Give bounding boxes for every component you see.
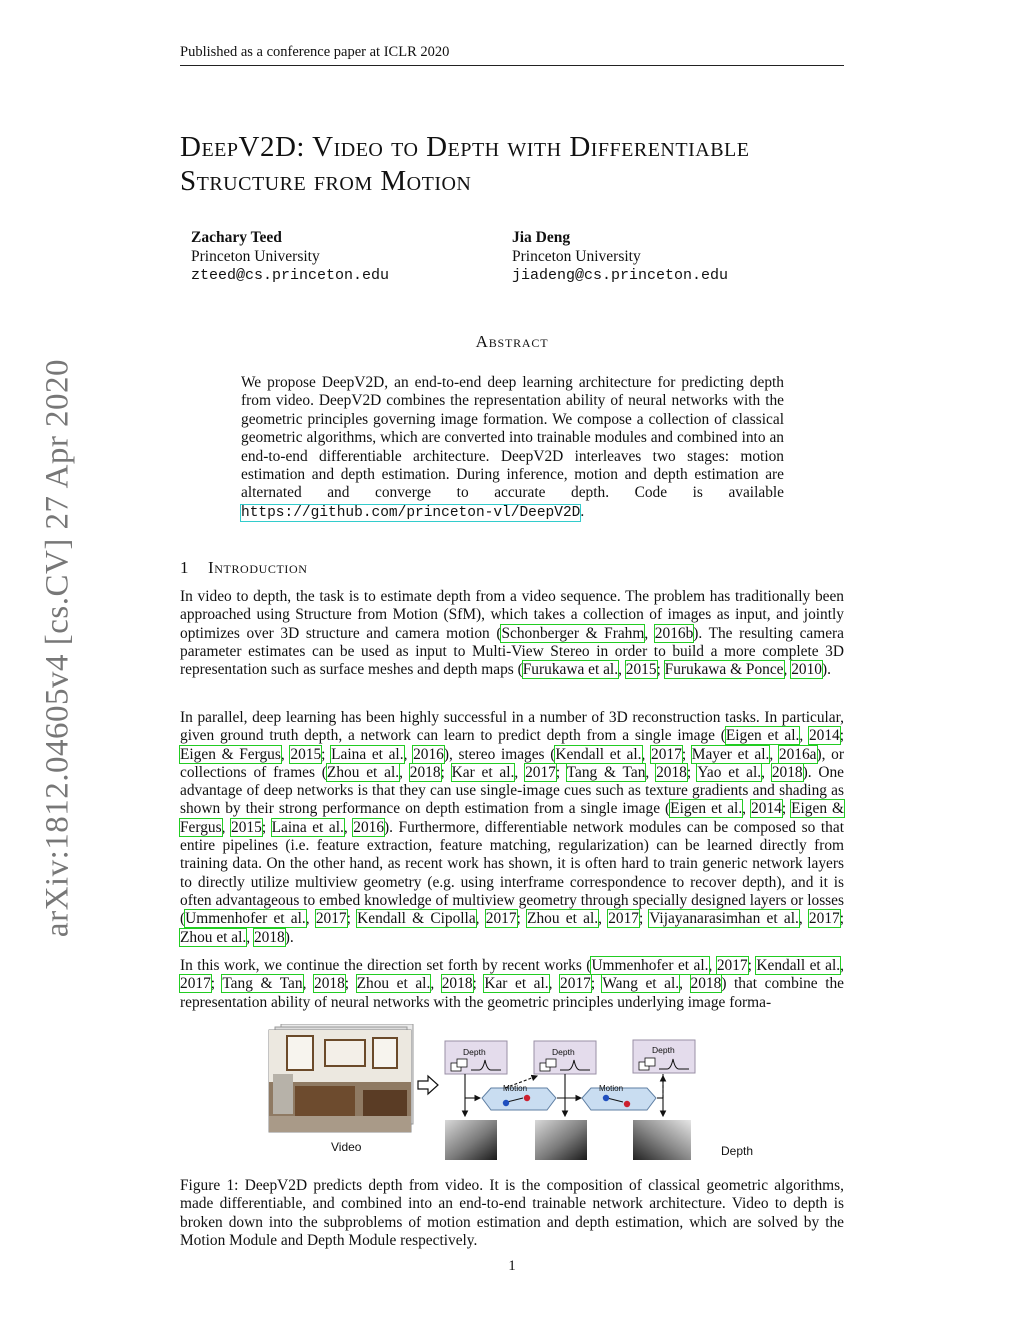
paper-title	[180, 130, 860, 198]
citation-link[interactable]: 2018	[314, 975, 345, 993]
citation-link[interactable]: 2010	[791, 661, 822, 679]
video-frames-image	[269, 1024, 413, 1132]
citation-link[interactable]: 2017	[485, 910, 517, 928]
citation-link[interactable]: 2017	[651, 745, 682, 763]
author-affiliation: Princeton University	[191, 248, 320, 265]
author-email[interactable]: jiadeng@cs.princeton.edu	[512, 267, 729, 284]
author-name: Zachary Teed	[191, 229, 282, 246]
paragraph-text: ).	[821, 661, 831, 679]
paragraph-text: ).	[284, 928, 294, 946]
author-name: Jia Deng	[512, 229, 571, 246]
citation-link[interactable]: 2016	[413, 745, 444, 763]
paragraph-text: ,	[246, 928, 254, 946]
paragraph-text: ,	[399, 763, 410, 781]
paragraph-text: ;	[346, 910, 358, 928]
paragraph-text: ,	[514, 763, 526, 781]
paragraph-text: ). Furthermore, differentiable network modules can be composed so that entire pipelines (i.e. feature extraction, feature matching, regularization) can be learned directly from training data. On the other hand, as recent work has shown, it is often hard to train generic network layers to directly utilize multiview geometry (e.g. using interframe correspondence to recover depth), and it is often advantageous to embed knowledge of multiview geometry through specially designed layers or losses (	[180, 818, 844, 928]
paragraph-text: ,	[302, 975, 314, 993]
citation-link[interactable]: 2015	[625, 661, 657, 679]
section-title: Introduction	[208, 558, 308, 577]
depth-map-image-3	[633, 1120, 691, 1160]
paragraph-text: ;	[321, 745, 332, 763]
paragraph-text: ;	[747, 957, 757, 974]
citation-link[interactable]: 2018	[441, 975, 473, 993]
paragraph-text: ;	[656, 661, 665, 679]
paragraph-text: ;	[781, 800, 792, 818]
citation-link[interactable]: 2015	[231, 818, 262, 836]
citation-link[interactable]: Kendall & Cipolla	[357, 910, 476, 928]
paragraph-text: ;	[839, 910, 844, 928]
citation-link[interactable]: 2016	[353, 818, 385, 836]
author-block-2	[512, 228, 728, 285]
author-affiliation: Princeton University	[512, 248, 641, 265]
citation-link[interactable]: Eigen et al.	[670, 800, 743, 818]
citation-link[interactable]: Schonberger & Frahm	[501, 624, 645, 642]
paragraph-text: ;	[638, 910, 650, 928]
author-block-1	[191, 228, 389, 285]
depth-module-2	[534, 1041, 596, 1074]
paragraph-text: ;	[440, 763, 452, 781]
paragraph-text: ,	[799, 727, 809, 745]
paragraph-3	[180, 957, 844, 1012]
motion-module-label: Motion	[503, 1084, 528, 1093]
depth-module-label: Depth	[652, 1045, 675, 1055]
paragraph-text: ,	[708, 957, 717, 974]
paragraph-text: ,	[430, 975, 442, 993]
paragraph-text: ;	[681, 745, 692, 763]
citation-link[interactable]: Zhou et al.	[527, 910, 599, 928]
depth-module-label: Depth	[552, 1047, 575, 1057]
citation-link[interactable]: 2016a	[778, 745, 817, 763]
figure-caption: Figure 1: DeepV2D predicts depth from video. It is the composition of classical geometric algorithms, made differentiable, and combined into an end-to-end trainable network architecture. Video to depth is broken down into the subproblems of motion estimation and depth estimation, which are solved by the Motion Module and Depth Module respectively.	[180, 1177, 844, 1249]
citation-link[interactable]: Wang et al.	[602, 975, 680, 993]
citation-link[interactable]: Zhou et al.	[326, 763, 400, 781]
paragraph-text: ,	[840, 957, 844, 974]
citation-link[interactable]: 2015	[290, 745, 322, 763]
paragraph-text: ,	[679, 975, 691, 993]
citation-link[interactable]: 2018	[409, 763, 441, 781]
citation-link[interactable]: 2017	[808, 910, 840, 928]
author-email[interactable]: zteed@cs.princeton.edu	[191, 267, 390, 284]
citation-link[interactable]: Laina et al.	[331, 745, 404, 763]
paragraph-text: ,	[645, 763, 657, 781]
paragraph-text: ,	[783, 661, 792, 679]
citation-link[interactable]: Furukawa et al.	[522, 661, 619, 679]
citation-link[interactable]: 2017	[315, 910, 347, 928]
abstract-heading: Abstract	[475, 332, 549, 351]
page-number: 1	[508, 1258, 516, 1274]
citation-link[interactable]: Eigen et al.	[725, 727, 800, 745]
citation-link[interactable]: 2016b	[654, 624, 694, 642]
paragraph-text: ,	[742, 800, 752, 818]
citation-link[interactable]: Laina et al.	[271, 818, 344, 836]
paragraph-text: ). The resulting camera parameter estimates can be used as input to Multi-View Stereo in order to build a more complete 3D representation such as surface meshes and depth maps (	[180, 624, 844, 679]
depth-module-label: Depth	[463, 1047, 486, 1057]
header-rule	[180, 65, 844, 66]
citation-link[interactable]: 2017	[525, 763, 556, 781]
paragraph-text: ;	[344, 975, 357, 993]
hollow-arrow-icon	[418, 1076, 438, 1094]
depth-module-1	[445, 1041, 507, 1074]
paragraph-text: In this work, we continue the direction set forth by recent works (	[180, 957, 592, 974]
citation-link[interactable]: Tang & Tan	[566, 763, 646, 781]
motion-module-1	[482, 1084, 556, 1110]
paragraph-text: In video to depth, the task is to estimate depth from a video sequence. The problem has traditionally been approached using Structure from Motion (SfM), which takes a collection of images as input, and jointly optimizes over 3D structure and camera motion (	[180, 588, 844, 642]
citation-link[interactable]: Tang & Tan	[222, 975, 303, 993]
motion-module-label: Motion	[599, 1084, 624, 1093]
paragraph-text: ,	[475, 910, 486, 928]
paragraph-1	[180, 588, 844, 679]
citation-link[interactable]: Ummenhofer et al.	[185, 910, 306, 928]
paragraph-text: ), stereo images (	[443, 745, 556, 763]
citation-link[interactable]: Kendall et al.	[756, 957, 841, 974]
paragraph-text: ) that combine the representation ability of neural networks with the geometric principles underlying image forma-	[180, 975, 845, 1011]
citation-link[interactable]: 2018	[771, 763, 803, 781]
paragraph-text: ;	[686, 763, 698, 781]
citation-link[interactable]: 2018	[656, 763, 687, 781]
citation-link[interactable]: Yao et al.	[697, 763, 762, 781]
citation-link[interactable]: Kar et al.	[484, 975, 549, 993]
paragraph-text: ;	[555, 763, 567, 781]
citation-link[interactable]: Mayer et al.	[691, 745, 770, 763]
paragraph-text: ;	[210, 975, 223, 993]
paragraph-text: ), or collections of frames (	[180, 745, 844, 781]
citation-link[interactable]: Ummenhofer et al.	[591, 957, 709, 974]
paragraph-text: ,	[280, 745, 291, 763]
citation-link[interactable]: Furukawa & Ponce	[664, 661, 784, 679]
citation-link[interactable]: Kendall et al.	[555, 745, 642, 763]
citation-link[interactable]: 2017	[608, 910, 639, 928]
depth-map-image-2	[535, 1120, 587, 1160]
citation-link[interactable]: 2017	[180, 975, 211, 993]
citation-link[interactable]: Kar et al.	[451, 763, 515, 781]
arxiv-stamp: arXiv:1812.04605v4 [cs.CV] 27 Apr 2020	[39, 358, 76, 938]
citation-link[interactable]: Zhou et al.	[180, 928, 247, 946]
citation-link[interactable]: 2017	[560, 975, 591, 993]
figure-1	[265, 1024, 805, 1164]
depth-output-label: Depth	[721, 1144, 754, 1158]
code-link[interactable]: https://github.com/princeton-vl/DeepV2D	[241, 504, 581, 521]
citation-link[interactable]: Eigen & Fergus	[180, 800, 845, 836]
paragraph-text: ,	[641, 745, 652, 763]
paragraph-2	[180, 709, 844, 947]
motion-module-2	[582, 1084, 656, 1110]
paragraph-text: ;	[590, 975, 603, 993]
paragraph-text: ,	[221, 818, 232, 836]
citation-link[interactable]: 2017	[716, 957, 748, 974]
depth-map-image-1	[445, 1120, 497, 1160]
running-header: Published as a conference paper at ICLR 2020	[180, 44, 450, 60]
section-number: 1	[180, 558, 190, 577]
paragraph-text: ). One advantage of deep networks is that they can use single-image cues such as texture gradients and shading as shown by their strong performance on depth estimation from a single image (	[180, 763, 845, 818]
title-line-1: DeepV2D: Video to Depth with Differentiable	[180, 131, 750, 163]
paragraph-text: ,	[343, 818, 354, 836]
citation-link[interactable]: 2014	[808, 727, 840, 745]
paragraph-text: ,	[618, 661, 626, 679]
paragraph-text: ;	[839, 727, 844, 745]
citation-link[interactable]: Vijayanarasimhan et al.	[649, 910, 799, 928]
paragraph-text: ;	[261, 818, 272, 836]
paragraph-text: ;	[516, 910, 528, 928]
citation-link[interactable]: Zhou et al.	[356, 975, 431, 993]
paragraph-text: ,	[598, 910, 609, 928]
abstract-body: We propose DeepV2D, an end-to-end deep learning architecture for predicting depth from video. DeepV2D combines the representation ability of neural networks with the geometric principles governing image formation. We compose a collection of classical geometric algorithms, which are converted into trainable modules and combined into an end-to-end differentiable architecture. DeepV2D interleaves two stages: motion estimation and depth estimation. During inference, motion and depth estimation are alternated and converge to accurate depth. Code is available	[241, 374, 784, 502]
paragraph-text: In parallel, deep learning has been highly successful in a number of 3D reconstruction tasks. In particular, given ground truth depth, a network can learn to predict depth from a single image (	[180, 709, 844, 745]
paragraph-text: ,	[644, 624, 655, 642]
citation-link[interactable]: 2018	[690, 975, 722, 993]
abstract-text	[241, 374, 784, 522]
paragraph-text: ,	[798, 910, 809, 928]
citation-link[interactable]: Eigen & Fergus	[180, 745, 281, 763]
paragraph-text: ,	[769, 745, 779, 763]
title-line-2: Structure from Motion	[180, 165, 472, 197]
citation-link[interactable]: 2014	[751, 800, 782, 818]
paragraph-text: ,	[548, 975, 561, 993]
paragraph-text: ;	[472, 975, 485, 993]
paragraph-text: ,	[305, 910, 316, 928]
section-heading	[180, 558, 308, 578]
abstract-end: .	[580, 502, 585, 520]
paragraph-text: ,	[761, 763, 772, 781]
citation-link[interactable]: 2018	[253, 928, 285, 946]
video-label: Video	[331, 1140, 362, 1154]
figure-diagram	[265, 1024, 805, 1164]
depth-module-3	[633, 1040, 695, 1073]
paragraph-text: ,	[403, 745, 414, 763]
